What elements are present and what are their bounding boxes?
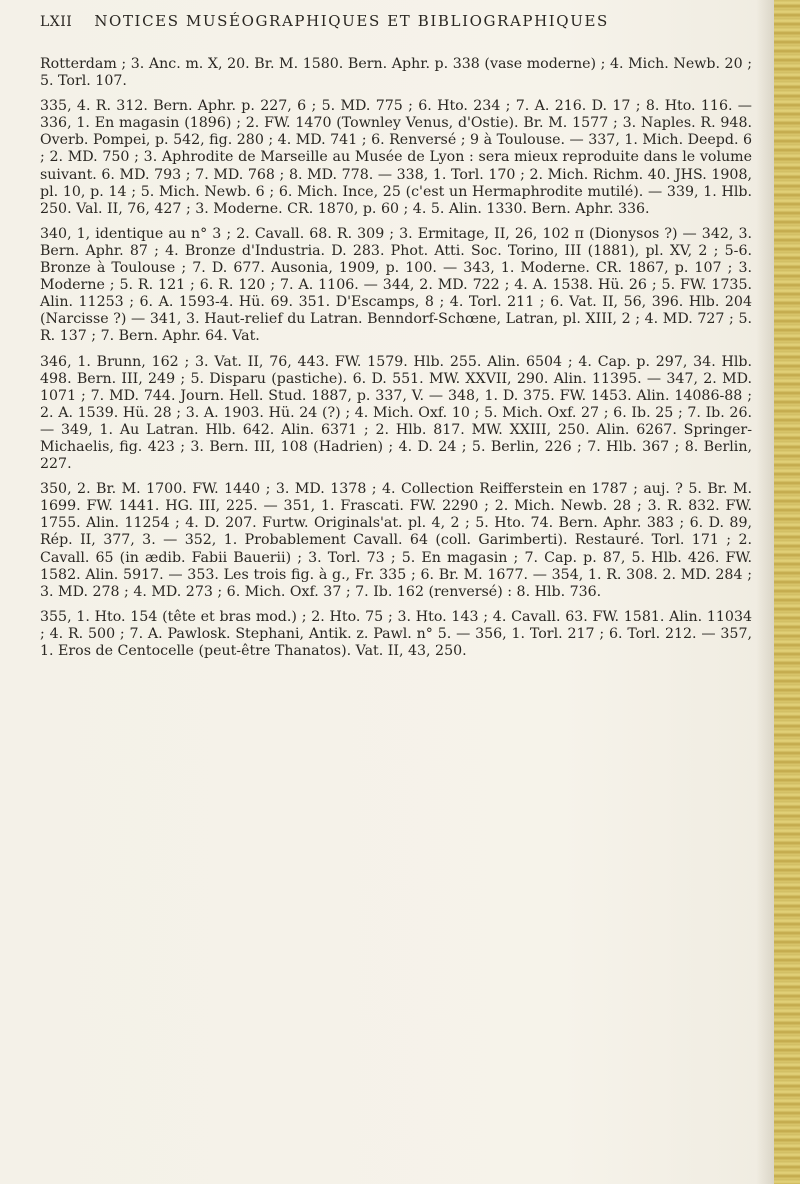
paragraph: 346, 1. Brunn, 162 ; 3. Vat. II, 76, 443. FW. 1579. Hlb. 255. Alin. 6504 ; 4. Cap. p. 297, 34. Hlb. 498. Bern. III, 249 ; 5. Disparu (pastiche). 6. D. 551. MW. XXVII, 290. Alin. 11395. — 347, 2. MD. 1071 ; 7. MD. 744. Journ. Hell. Stud. 1887, p. 337, V. — 348, 1. D. 375. FW. 1453. Alin. 14086-88 ; 2. A. 1539. Hü. 28 ; 3. A. 1903. Hü. 24 (?) ; 4. Mich. Oxf. 10 ; 5. Mich. Oxf. 27 ; 6. Ib. 25 ; 7. Ib. 26. — 349, 1. Au Latran. Hlb. 642. Alin. 6371 ; 2. Hlb. 817. MW. XXIII, 250. Alin. 6267. Springer-Michaelis, fig. 423 ; 3. Bern. III, 108 (Hadrien) ; 4. D. 24 ; 5. Berlin, 226 ; 7. Hlb. 367 ; 8. Berlin, 227. bbox=[40, 353, 752, 473]
paragraph: Rotterdam ; 3. Anc. m. X, 20. Br. M. 1580. Bern. Aphr. p. 338 (vase moderne) ; 4. Mich. Newb. 20 ; 5. Torl. 107. bbox=[40, 56, 752, 90]
running-title: NOTICES MUSÉOGRAPHIQUES ET BIBLIOGRAPHIQUES bbox=[94, 12, 609, 30]
paragraph: 335, 4. R. 312. Bern. Aphr. p. 227, 6 ; 5. MD. 775 ; 6. Hto. 234 ; 7. A. 216. D. 17 ; 8. Hto. 116. — 336, 1. En magasin (1896) ; 2. FW. 1470 (Townley Venus, d'Ostie). Br. M. 1577 ; 3. Naples. R. 948. Overb. Pompei, p. 542, fig. 280 ; 4. MD. 741 ; 6. Renversé ; 9 à Toulouse. — 337, 1. Mich. Deepd. 6 ; 2. MD. 750 ; 3. Aphrodite de Marseille au Musée de Lyon : sera mieux reproduite dans le volume suivant. 6. MD. 793 ; 7. MD. 768 ; 8. MD. 778. — 338, 1. Torl. 170 ; 2. Mich. Richm. 40. JHS. 1908, pl. 10, p. 14 ; 5. Mich. Newb. 6 ; 6. Mich. Ince, 25 (c'est un Hermaphrodite mutilé). — 339, 1. Hlb. 250. Val. II, 76, 427 ; 3. Moderne. CR. 1870, p. 60 ; 4. 5. Alin. 1330. Bern. Aphr. 336. bbox=[40, 98, 752, 217]
page-number: LXII bbox=[40, 14, 73, 30]
paragraph: 350, 2. Br. M. 1700. FW. 1440 ; 3. MD. 1378 ; 4. Collection Reifferstein en 1787 ; auj. ? 5. Br. M. 1699. FW. 1441. HG. III, 225. — 351, 1. Frascati. FW. 2290 ; 2. Mich. Newb. 28 ; 3. R. 832. FW. 1755. Alin. 11254 ; 4. D. 207. Furtw. Originals'at. pl. 4, 2 ; 5. Hto. 74. Bern. Aphr. 383 ; 6. D. 89, Rép. II, 377, 3. — 352, 1. Probablement Cavall. 64 (coll. Garimberti). Restauré. Torl. 171 ; 2. Cavall. 65 (in ædib. Fabii Bauerii) ; 3. Torl. 73 ; 5. En magasin ; 7. Cap. p. 87, 5. Hlb. 426. FW. 1582. Alin. 5917. — 353. Les trois fig. à g., Fr. 335 ; 6. Br. M. 1677. — 354, 1. R. 308. 2. MD. 284 ; 3. MD. 278 ; 4. MD. 273 ; 6. Mich. Oxf. 37 ; 7. Ib. 162 (renversé) : 8. Hlb. 736. bbox=[40, 481, 752, 600]
running-header bbox=[40, 12, 740, 30]
paragraph: 340, 1, identique au n° 3 ; 2. Cavall. 68. R. 309 ; 3. Ermitage, II, 26, 102 π (Dionysos ?) — 342, 3. Bern. Aphr. 87 ; 4. Bronze d'Industria. D. 283. Phot. Atti. Soc. Torino, III (1881), pl. XV, 2 ; 5-6. Bronze à Toulouse ; 7. D. 677. Ausonia, 1909, p. 100. — 343, 1. Moderne. CR. 1867, p. 107 ; 3. Moderne ; 5. R. 121 ; 6. R. 120 ; 7. A. 1106. — 344, 2. MD. 722 ; 4. A. 1538. Hü. 26 ; 5. FW. 1735. Alin. 11253 ; 6. A. 1593-4. Hü. 69. 351. D'Escamps, 8 ; 4. Torl. 211 ; 6. Vat. II, 56, 396. Hlb. 204 (Narcisse ?) — 341, 3. Haut-relief du Latran. Benndorf-Schœne, Latran, pl. XIII, 2 ; 4. MD. 727 ; 5. R. 137 ; 7. Bern. Aphr. 64. Vat. bbox=[40, 225, 752, 345]
notes-body bbox=[40, 56, 752, 660]
page-gutter-shadow bbox=[756, 0, 774, 1184]
gilt-page-edge bbox=[774, 0, 800, 1184]
paragraph: 355, 1. Hto. 154 (tête et bras mod.) ; 2. Hto. 75 ; 3. Hto. 143 ; 4. Cavall. 63. FW. 1581. Alin. 11034 ; 4. R. 500 ; 7. A. Pawlosk. Stephani, Antik. z. Pawl. n° 5. — 356, 1. Torl. 217 ; 6. Torl. 212. — 357, 1. Eros de Centocelle (peut-être Thanatos). Vat. II, 43, 250. bbox=[40, 608, 752, 659]
